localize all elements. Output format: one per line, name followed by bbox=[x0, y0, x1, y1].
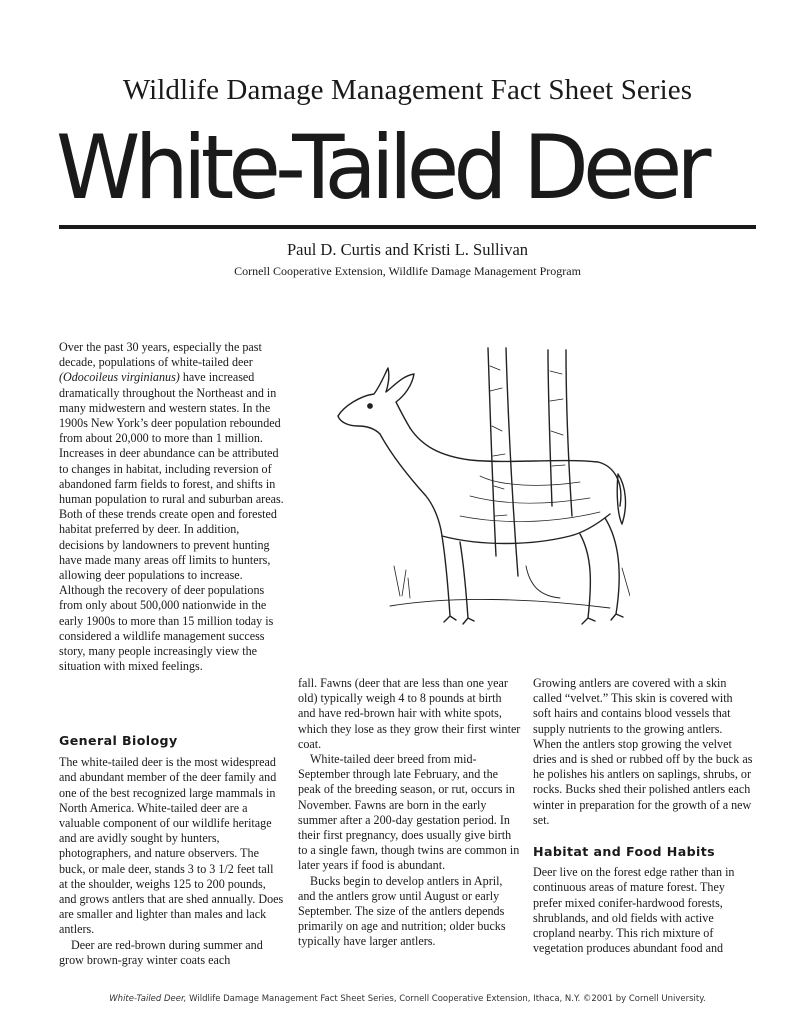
antler-growth-paragraph: Bucks begin to develop antlers in April, and the antlers grow until August or early September. The size of the antlers depends primarily on age and nutrition; older bucks typically have larger antlers. bbox=[298, 873, 506, 949]
intro-text-end: have increased dramatically throughout the Northeast and in many midwestern and western states. In the 1900s New York’s deer population rebounded from about 20,000 to more than 1 million. Increases in deer abundance can be attributed to changes in habitat, including reversion of abandoned farm fields to forest, and shifts in human population to rural and suburban areas. Both of these trends create open and forested habitat preferred by deer. In addition, decisions by landowners to prevent hunting have made many areas off limits to hunters, allowing deer populations to increase. Although the recovery of deer populations from only about 500,000 nationwide in the early 1900s to more than 15 million today is considered a wildlife management success story, many people increasingly view the situation with mixed feelings. bbox=[59, 370, 284, 674]
biology-paragraph-2: Deer are red-brown during summer and grow brown-gray winter coats each bbox=[59, 937, 263, 967]
deer-illustration bbox=[330, 346, 630, 636]
intro-text-start: Over the past 30 years, especially the past decade, populations of white-tailed deer bbox=[59, 340, 262, 370]
biology-paragraph-1: The white-tailed deer is the most widespread and abundant member of the deer family and one of the best recognized large mammals in North America. White-tailed deer are a valuable component of our wildlife heritage and are avidly sought by hunters, photographers, and nature observers. The buck, or male deer, stands 3 to 3 1/2 feet tall at the shoulder, weighs 125 to 200 pounds, and grows antlers that are shed annually. Does are smaller and lighter than males and lack antlers. bbox=[59, 755, 284, 937]
page-title: White-Tailed Deer bbox=[56, 116, 706, 219]
footer-title: White-Tailed Deer, bbox=[109, 994, 187, 1004]
habitat-heading: Habitat and Food Habits bbox=[533, 844, 716, 860]
fawn-paragraph: fall. Fawns (deer that are less than one year old) typically weigh 4 to 8 pounds at birth and have red-brown hair with white spots, which they lose as they grow their first winter coat. bbox=[298, 676, 521, 751]
series-title: Wildlife Damage Management Fact Sheet Series bbox=[122, 74, 693, 106]
velvet-paragraph: Growing antlers are covered with a skin called “velvet.” This skin is covered with soft hairs and contains blood vessels that supply nutrients to the growing antlers. When the antlers stop growing the velvet dries and is shed or rubbed off by the buck as he polishes his antlers on saplings, shrubs, or rocks. Bucks shed their polished antlers each winter in preparation for the growth of a new set. bbox=[533, 676, 753, 827]
right-column bbox=[533, 676, 753, 956]
general-biology-heading: General Biology bbox=[59, 733, 178, 748]
breeding-paragraph: White-tailed deer breed from mid-September through late February, and the peak of the breeding season, or rut, occurs in November. Fawns are born in the early summer after a 200-day gestation period. In their first pregnancy, does usually give birth to a single fawn, though twins are common in later years if food is abundant. bbox=[298, 752, 520, 873]
middle-column bbox=[298, 676, 522, 950]
general-biology-section bbox=[59, 733, 285, 968]
habitat-paragraph: Deer live on the forest edge rather than in continuous areas of mature forest. They prefer mixed conifer-hardwood forests, shrublands, and old fields with active cropland nearby. This rich mixture of vegetation produces abundant food and bbox=[533, 865, 735, 956]
intro-paragraph bbox=[59, 340, 285, 674]
affiliation: Cornell Cooperative Extension, Wildlife Damage Management Program bbox=[234, 264, 581, 278]
authors: Paul D. Curtis and Kristi L. Sullivan bbox=[286, 240, 529, 259]
title-divider bbox=[59, 225, 756, 229]
scientific-name: (Odocoileus virginianus) bbox=[59, 370, 180, 385]
footer-citation bbox=[0, 994, 791, 1004]
footer-text: Wildlife Damage Management Fact Sheet Series, Cornell Cooperative Extension, Ithaca, N.Y. ©2001 by Cornell University. bbox=[186, 994, 706, 1004]
intro-column bbox=[59, 340, 285, 674]
